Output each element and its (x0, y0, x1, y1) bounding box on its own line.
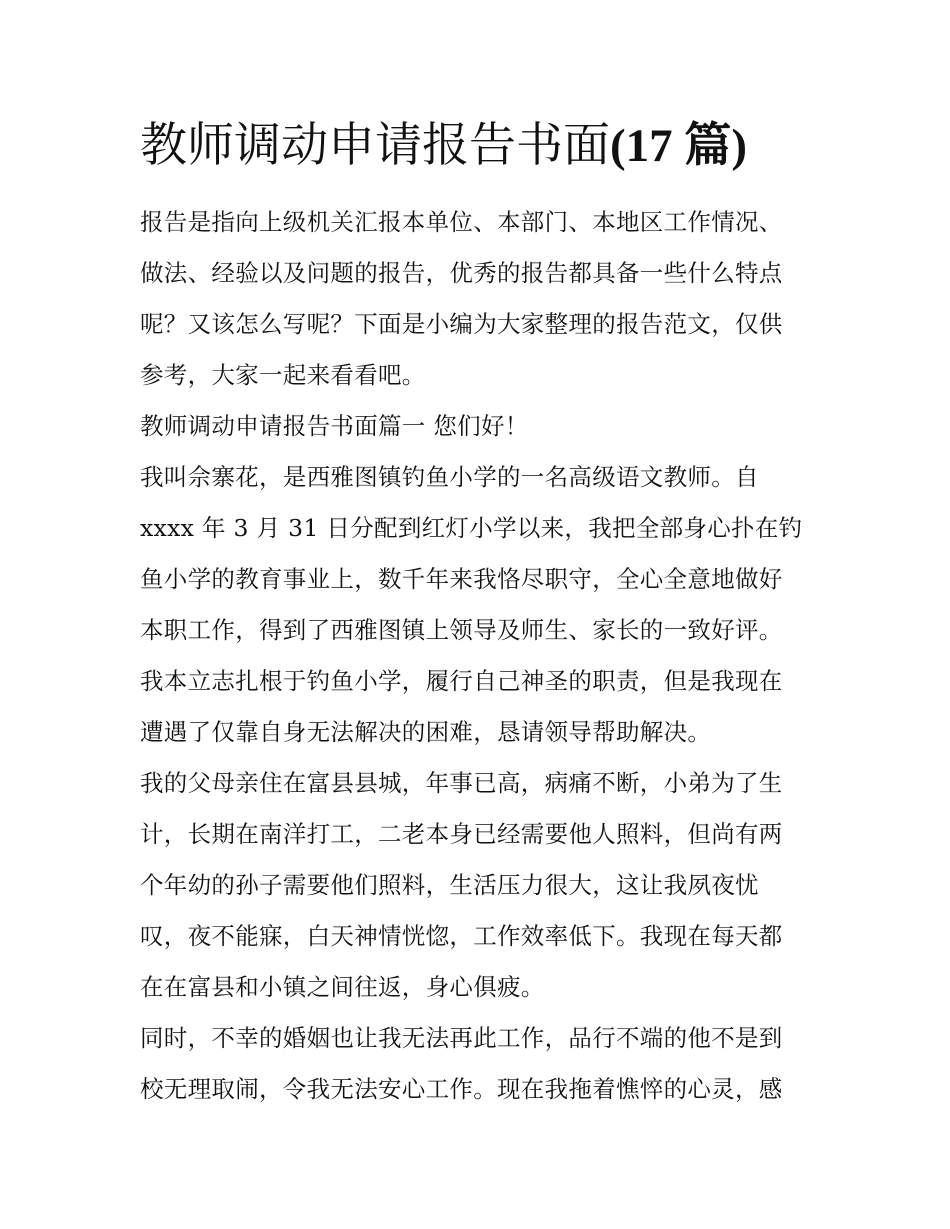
title-article-count: (17 篇) (610, 120, 748, 172)
body-line: 报告是指向上级机关汇报本单位、本部门、本地区工作情况、 (140, 208, 783, 236)
body-line: 做法、经验以及问题的报告，优秀的报告都具备一些什么特点 (140, 259, 783, 287)
body-line: 叹，夜不能寐，白天神情恍惚，工作效率低下。我现在每天都 (140, 922, 783, 950)
body-line: xxxx 年 3 月 31 日分配到红灯小学以来，我把全部身心扑在钓 (140, 514, 803, 542)
body-line: 我的父母亲住在富县县城，年事已高，病痛不断，小弟为了生 (140, 769, 783, 797)
document-body (140, 197, 815, 1115)
document-title (140, 112, 840, 180)
body-line: 呢？又该怎么写呢？下面是小编为大家整理的报告范文，仅供 (140, 310, 783, 338)
body-line: 本职工作，得到了西雅图镇上领导及师生、家长的一致好评。 (140, 616, 783, 644)
body-line: 校无理取闹，令我无法安心工作。现在我拖着憔悴的心灵，感 (140, 1075, 783, 1103)
body-line: 在在富县和小镇之间往返，身心俱疲。 (140, 973, 545, 1001)
body-line: 鱼小学的教育事业上，数千年来我恪尽职守，全心全意地做好 (140, 565, 783, 593)
body-line: 同时，不幸的婚姻也让我无法再此工作，品行不端的他不是到 (140, 1024, 783, 1052)
body-line: 参考，大家一起来看看吧。 (140, 361, 426, 389)
body-line: 计，长期在南洋打工，二老本身已经需要他人照料，但尚有两 (140, 820, 783, 848)
body-line: 我本立志扎根于钓鱼小学，履行自己神圣的职责，但是我现在 (140, 667, 783, 695)
section-heading: 教师调动申请报告书面篇一 您们好！ (140, 412, 529, 440)
title-text: 教师调动申请报告书面 (140, 118, 610, 173)
body-line: 个年幼的孙子需要他们照料，生活压力很大，这让我夙夜忧 (140, 871, 759, 899)
body-line: 遭遇了仅靠自身无法解决的困难，恳请领导帮助解决。 (140, 718, 712, 746)
body-line: 我叫佘寨花，是西雅图镇钓鱼小学的一名高级语文教师。自 (140, 463, 759, 491)
